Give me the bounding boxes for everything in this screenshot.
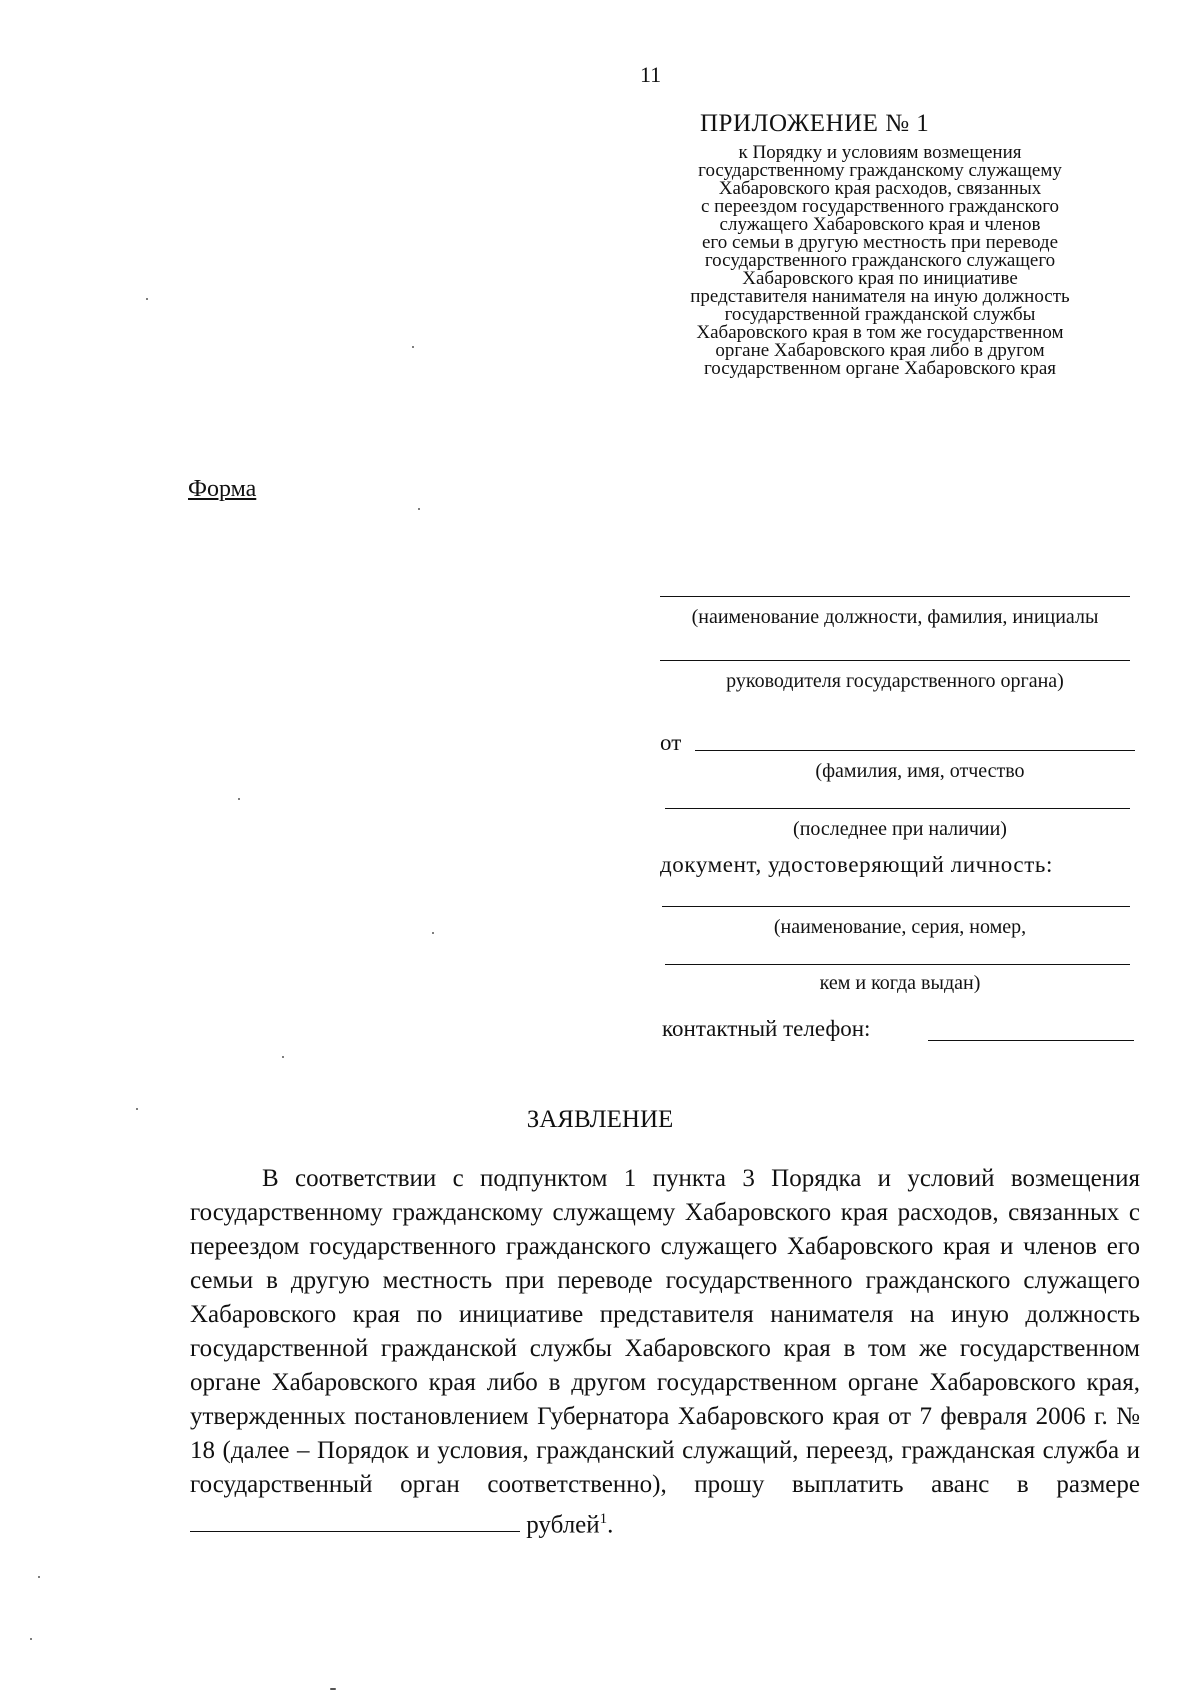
document-caption-2: кем и когда выдан) bbox=[819, 972, 981, 994]
appendix-line: к Порядку и условиям возмещения bbox=[738, 142, 1022, 163]
appendix-line: Хабаровского края по инициативе bbox=[742, 268, 1018, 289]
name-caption-1: (фамилия, имя, отчество bbox=[815, 760, 1025, 782]
document-label: документ, удостоверяющий личность: bbox=[660, 852, 1053, 877]
page-number: 11 bbox=[640, 62, 662, 87]
document-line-1[interactable] bbox=[662, 906, 1130, 907]
appendix-line: государственном органе Хабаровского края bbox=[703, 358, 1057, 379]
appendix-line: государственного гражданского служащего bbox=[704, 250, 1056, 271]
scan-speck bbox=[136, 1108, 138, 1110]
appendix-line: государственной гражданской службы bbox=[724, 304, 1036, 325]
appendix-line: его семьи в другую местность при переводе bbox=[701, 232, 1059, 253]
name-caption-2: (последнее при наличии) bbox=[793, 818, 1007, 840]
appendix-line: органе Хабаровского края либо в другом bbox=[715, 340, 1045, 361]
from-name-line[interactable] bbox=[695, 750, 1135, 751]
scan-speck bbox=[30, 1638, 32, 1640]
appendix-line: служащего Хабаровского края и членов bbox=[719, 214, 1041, 235]
addressee-caption-1: (наименование должности, фамилия, инициалы bbox=[691, 606, 1099, 628]
scan-speck bbox=[330, 1688, 336, 1690]
addressee-line-2[interactable] bbox=[660, 660, 1130, 661]
name-line-2[interactable] bbox=[665, 808, 1130, 809]
appendix-subtitle bbox=[620, 144, 1140, 378]
statement-title: ЗАЯВЛЕНИЕ bbox=[526, 1106, 674, 1133]
appendix-line: Хабаровского края в том же государственном bbox=[696, 322, 1064, 343]
addressee-line-1[interactable] bbox=[660, 596, 1130, 597]
phone-label: контактный телефон: bbox=[662, 1016, 871, 1041]
appendix-line: Хабаровского края расходов, связанных bbox=[718, 178, 1042, 199]
phone-line[interactable] bbox=[928, 1040, 1134, 1041]
appendix-line: представителя нанимателя на иную должность bbox=[690, 286, 1070, 307]
statement-body bbox=[190, 1162, 1140, 1542]
document-caption-1: (наименование, серия, номер, bbox=[773, 916, 1027, 938]
amount-prefix: размере bbox=[1056, 1471, 1140, 1498]
addressee-caption-2: руководителя государственного органа) bbox=[726, 670, 1064, 692]
scan-speck bbox=[418, 508, 420, 510]
scan-speck bbox=[146, 298, 148, 300]
form-label: Форма bbox=[188, 476, 257, 502]
appendix-line: государственному гражданскому служащему bbox=[698, 160, 1062, 181]
document-line-2[interactable] bbox=[665, 964, 1130, 965]
scan-speck bbox=[432, 932, 434, 934]
statement-text: В соответствии с подпунктом 1 пункта 3 Порядка и условий возмещения государственному гражданскому служащему Хабаровского края расходов, связанных с переездом государственного гражданского служащего Хабаровского края и членов его семьи в другую местность при переводе государственного гражданского служащего Хабаровского края по инициативе представителя нанимателя на иную должность государственной гражданской службы Хабаровского края в том же государственном органе Хабаровского края либо в другом государственном органе Хабаровского края, утвержденных постановлением Губернатора Хабаровского края от 7 февраля 2006 г. № 18 (далее – Порядок и условия, гражданский служащий, переезд, гражданская служба и государственный орган соответственно), прошу выплатить аванс в bbox=[190, 1165, 1140, 1498]
from-label: от bbox=[660, 730, 682, 755]
amount-line[interactable] bbox=[190, 1509, 520, 1532]
scan-speck bbox=[282, 1056, 284, 1058]
footnote-mark: 1 bbox=[599, 1511, 608, 1527]
scan-speck bbox=[38, 1576, 40, 1578]
end-mark: . bbox=[607, 1511, 614, 1539]
scan-speck bbox=[238, 798, 240, 800]
amount-suffix: рублей bbox=[526, 1511, 600, 1539]
scan-speck bbox=[412, 346, 414, 348]
appendix-title: ПРИЛОЖЕНИЕ № 1 bbox=[700, 110, 930, 137]
appendix-line: с переездом государственного гражданского bbox=[700, 196, 1060, 217]
